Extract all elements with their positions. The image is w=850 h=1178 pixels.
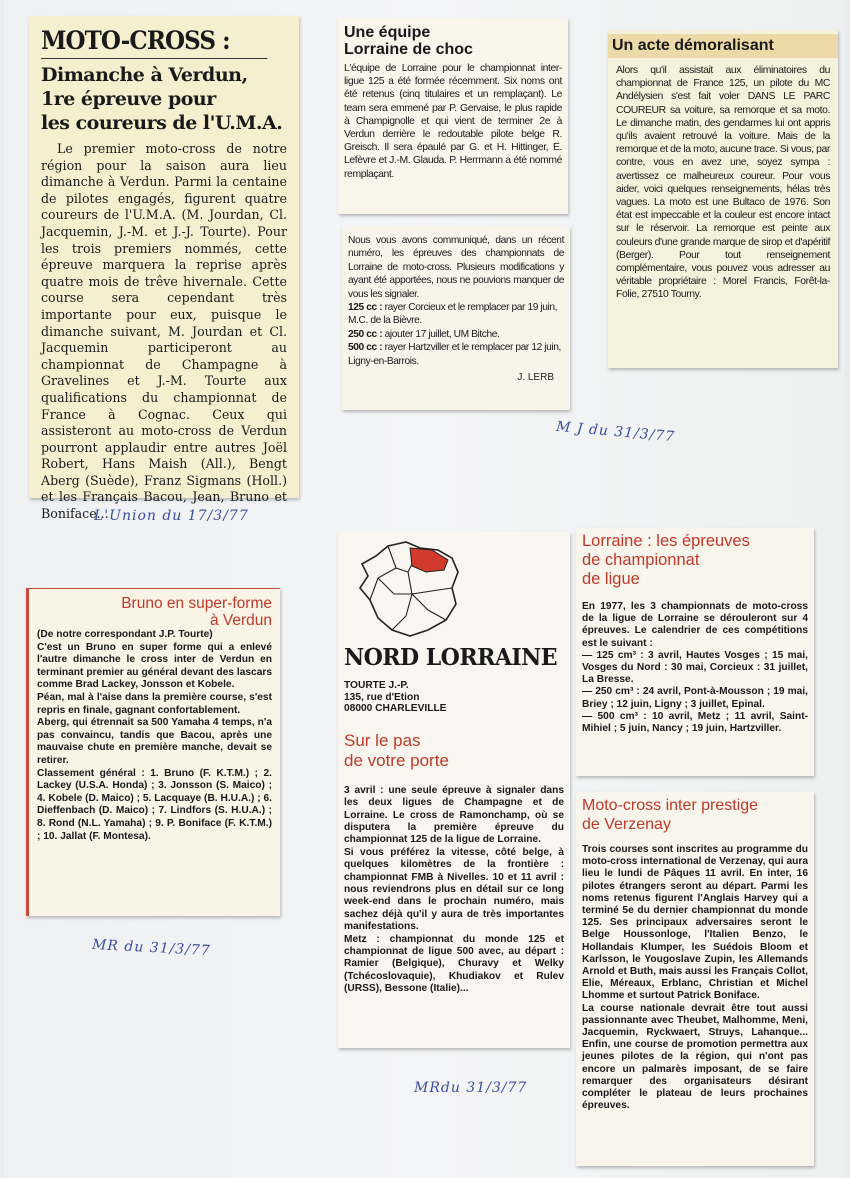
clipping-lorraine-epreuves [576,528,814,776]
paragraph-1: Trois courses sont inscrites au programme du moto-cross international de Verzenay, qui aura lieu le lundi de Pâques 11 avril. En inter, 16 pilotes étrangers seront au départ. Parmi les noms retenus figurent l'Anglais Harvey qui a terminé 5e du dernier championnat du monde 125. Ses principaux adversaires seront le Belge Houssonloge, l'Italien Benzo, le Hollandais Klumper, les Suédois Bloom et Karlsson, le Yougoslave Zupin, les Allemands Arnold et Buth, mais aussi les Français Collot, Elie, Méreaux, Erblanc, Christian et Michel Lhomme et surtout Patrick Boniface. [582,844,808,1002]
paragraph-1: 3 avril : une seule épreuve à signaler dans les deux ligues de Champagne et de Lorraine. Le cross de Ramonchamp, où se disputera la première épreuve du championnat 125 de la ligue de Lorraine. [344,784,564,846]
clipping-nord-lorraine [338,532,570,1048]
headline-line-2: 1re épreuve pour [41,88,216,110]
article-intro: Nous vous avons communiqué, dans un récent numéro, les épreuves des championnats de Lorraine de moto-cross. Plusieurs modifications y ayant été apportées, nous ne pouvions manquer de vous les signaler. [348,235,564,300]
clipping-bruno-super-forme [26,588,280,916]
title-line-2: de Verzenay [582,816,671,833]
headline-line-1: Dimanche à Verdun, [41,64,248,86]
clipping-verzenay [576,792,814,1166]
france-map-icon [348,538,478,642]
paragraph-3: Metz : championnat du monde 125 et championnat de ligue 500 avec, au départ : Ramier (Belgique), Churavy et Welky (Tchécoslovaquie), Khudiakov et Rulev (URSS), Bessone (Italie)... [344,933,564,995]
clipping-modifications [342,226,570,410]
classement-general: Classement général : 1. Bruno (F. K.T.M.) ; 2. Lackey (U.S.A. Honda) ; 3. Jonsson (S. Maico) ; 4. Kobele (D. Maico) ; 5. Lacquaye (B. H.U.A.) ; 6. Dieffenbach (D. Maico) ; 7. Lindfors (S. H.U.A.) ; 8. Rond (N.L. Yamaha) ; 9. P. Boniface (F. K.T.M.) ; 10. Jallat (F. Montesa). [37,767,272,842]
clipping-acte-demoralisant [608,30,838,368]
modification-500 [348,341,564,368]
clipping-title [582,532,808,589]
clipping-title [344,24,562,58]
clipping-headline [41,63,287,135]
address-line-1: TOURTE J.-P. [344,680,409,691]
article-intro: En 1977, les 3 championnats de moto-cross de la ligue de Lorraine se dérouleront sur 4 épreuves. Le calendrier de ces compétitions est le suivant : [582,601,808,649]
clipping-kicker: MOTO-CROSS : [41,26,267,59]
title-line-1: Moto-cross inter prestige [582,797,759,814]
modification-label: 250 cc : [348,328,383,340]
title-line-1: Lorraine : les épreuves [582,532,750,550]
address-line-2: 135, rue d'Etion [344,691,420,703]
handwritten-note-mr-2: MRdu 31/3/77 [414,1080,528,1096]
address-line-3: 08000 CHARLEVILLE [344,703,447,715]
headline-line-1: Sur le pas [344,730,421,750]
section-headline [344,731,564,771]
modification-text: ajouter 17 juillet, UM Bitche. [382,328,500,340]
handwritten-note-mr-1: MR du 31/3/77 [91,936,212,960]
address [344,680,564,715]
modification-text: rayer Hartzviller et le remplacer par 12 juin, Ligny-en-Barrois. [348,342,561,367]
clipping-equipe-lorraine [338,18,568,214]
signature: J. LERB [517,372,554,384]
paragraph-2: Péan, mal à l'aise dans la première course, s'est repris en finale, gagnant confortablement. [37,691,272,716]
clipping-title [582,796,808,834]
masthead: NORD LORRAINE [344,644,558,671]
article-body: L'équipe de Lorraine pour le championnat inter-ligue 125 a été formée récemment. Six noms ont été retenus (cinq titulaires et un remplaçant). Le team sera emmené par P. Gervaise, le plus rapide à Champignolle et qui vient de terminer 2e à Verdun derrière le redoutable pilote belge R. Greisch. Il sera épaulé par G. et H. Hittinger, E. Lefèvre et J.-M. Glauda. P. Herrmann a été nommé remplaçant. [344,63,562,180]
title-line-2: de championnat [582,551,700,569]
modification-label: 125 cc : [348,302,383,314]
title-line-1: Une équipe [344,24,431,41]
title-line-2: Lorraine de choc [344,41,473,58]
headline-line-3: les coureurs de l'U.M.A. [41,112,283,134]
modification-125 [348,301,564,328]
byline: (De notre correspondant J.P. Tourte) [37,629,213,640]
paragraph-1: C'est un Bruno en super forme qui a enlevé l'autre dimanche le cross inter de Verdun en terminant premier au général devant des lascars comme Brad Lackey, Jonsson et Kobele. [37,641,272,691]
modification-250 [348,328,564,341]
scrapbook-page [4,0,844,1178]
article-body: Alors qu'il assistait aux éliminatoires du championnat de France 125, un pilote du MC Andélysien s'est fait voler DANS LE PARC COUREUR sa voiture, sa remorque et sa moto. Le dimanche matin, des gendarmes lui ont appris qu'ils avaient retrouvé la voiture. Mais de la remorque et de la moto, aucune trace. Si vous, par contre, vous en avez une, soyez sympa : avertissez ce malheureux coureur. Pour vous aider, voici quelques renseignements, hélas très vagues. La moto est une Bultaco de 1976. Son état est impeccable et la couleur est encore intact sur le réservoir. La remorque est peinte aux couleurs d'une grande marque de sirop et d'apéritif (Berger). Pour tout renseignement complémentaire, vous pouvez vous adresser au véritable propriétaire : Morel Francis, Forêt-la-Folie, 27510 Tourny. [616,65,830,301]
headline-line-2: de votre porte [344,750,449,770]
calendar-250: — 250 cm³ : 24 avril, Pont-à-Mousson ; 19 mai, Briey ; 12 juin, Ligny ; 3 juillet, Epinal. [582,686,808,710]
modification-text: rayer Corcieux et le remplacer par 19 juin, M.C. de la Bièvre. [348,302,558,327]
modification-label: 500 cc : [348,342,383,354]
paragraph-2: La course nationale devrait être tout aussi passionnante avec Theubet, Malhomme, Meni, Jacquemin, Ryckwaert, Struys, Lahanque... Enfin, une course de promotion permettra aux jeunes pilotes de la région, qui n'ont pas encore un palmarès imposant, de se faire remarquer des organisateurs désirant compléter le plateau de leurs prochaines épreuves. [582,1002,808,1112]
clipping-title: Un acte démoralisant [608,34,838,58]
clipping-title [37,595,272,629]
handwritten-note-union: L'Union du 17/3/77 [94,508,249,524]
title-line-2: à Verdun [209,612,272,629]
calendar-500: — 500 cm³ : 10 avril, Metz ; 11 avril, Saint-Mihiel ; 5 juin, Nancy ; 19 juin, Hartzviller. [582,710,808,735]
paragraph-3: Aberg, qui étrennait sa 500 Yamaha 4 temps, n'a pas convaincu, tandis que Bacou, après une mauvaise chute en première manche, devait se retirer. [37,717,272,766]
calendar-125: — 125 cm³ : 3 avril, Hautes Vosges ; 15 mai, Vosges du Nord : 30 mai, Corcieux : 31 juillet, La Bresse. [582,649,808,686]
handwritten-note-mj: M J du 31/3/77 [555,418,676,446]
title-line-3: de ligue [582,570,640,588]
paragraph-2: Si vous préférez la vitesse, côté belge, à quelques kilomètres de la frontière : championnat FMB à Nivelles. 10 et 11 avril : nous reviendrons plus en détail sur ce long week-end dans le prochain numéro, mais sachez déjà qu'il y aura de très importantes manifestations. [344,846,564,933]
article-body: Le premier moto-cross de notre région pour la saison aura lieu dimanche à Verdun. Parmi la centaine de pilotes engagés, figurent quatre coureurs de l'U.M.A. (M. Jourdan, Cl. Jacquemin, J.-M. et J.-J. Tourte). Pour les trois premiers nommés, cette épreuve marquera la reprise après quatre mois de trêve hivernale. Cette course sera cependant très importante pour eux, puisque le dimanche suivant, M. Jourdan et Cl. Jacquemin participeront au championnat de Champagne à Gravelines et J.-M. Tourte aux qualifications du championnat de France à Cognac. Ceux qui assisteront au moto-cross de Verdun pourront applaudir entre autres Joël Robert, Hans Maish (All.), Bengt Aberg (Suède), Franz Sigmans (Holl.) et les Français Bacou, Jean, Bruno et Boniface... [41,141,287,522]
title-line-1: Bruno en super-forme [121,595,272,612]
